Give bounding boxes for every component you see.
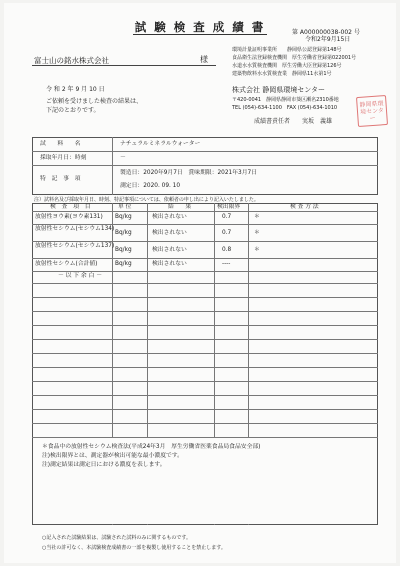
limit-note: 注)検出限界とは、測定器が検出可能な最小濃度です。 [42, 453, 183, 459]
report-date: 令 和 2 年 9 月 10 日 [46, 86, 105, 93]
sampling-date-value: － [120, 155, 126, 161]
company-address: 〒420-0041 静岡県静岡市葵区瀬名2310番地 [232, 97, 339, 103]
row-line [32, 367, 378, 368]
header-line [32, 211, 378, 212]
sample-name-value: ナチュラルミネラルウォーター [120, 141, 201, 147]
result-unit: Bq/kg [115, 261, 132, 267]
info-row-line [32, 151, 378, 152]
footer-note-2: ○当社の許可なく、本試験検査成績書の一部を複製し使用することを禁止します。 [42, 545, 226, 551]
document-title: 試 験 検 査 成 績 書 [134, 20, 266, 34]
result-value: 検出されない [152, 214, 187, 220]
responsible-person: 成績書責任者 実坂 義雄 [254, 118, 333, 125]
row-line [32, 395, 378, 396]
registration-4: 建築物飲料水水質検査業 静岡県11水第1号 [232, 71, 332, 77]
document-number: 第 A000000038-002 号 [292, 29, 360, 36]
result-value: 検出されない [152, 247, 187, 253]
intro-line-2: 下記のとおりです。 [46, 107, 100, 114]
recipient-underline [32, 65, 216, 66]
result-limit: 0.7 [222, 214, 232, 220]
row-line [32, 423, 378, 424]
row-line [32, 283, 378, 284]
issue-date: 令和2年9月15日 [305, 36, 351, 43]
result-item: 放射性ヨウ素(ヨウ素131) [35, 214, 103, 220]
info-note: 注）試料名及び採取年月日、時刻、特記事項については、依頼者の申し出により記入いたしました。 [34, 197, 259, 203]
company-seal-stamp: 静岡県環境センター [356, 95, 388, 127]
concentration-note: 注)測定結果は測定日における濃度を表します。 [42, 462, 166, 468]
result-unit: Bq/kg [115, 230, 132, 236]
registration-2: 食品衛生法登録検査機関 厚生労働省登録第022001号 [232, 55, 357, 61]
row-line [32, 241, 378, 242]
col-header-unit: 単 位 [118, 204, 132, 210]
intro-line-1: ご依頼を受けました検査の結果は、 [46, 98, 143, 105]
result-item: 放射性セシウム(セシウム134) [35, 226, 115, 232]
end-of-entries: － 以 下 余 白 － [58, 273, 102, 279]
row-line [32, 224, 378, 225]
row-line [32, 311, 378, 312]
row-line [32, 271, 378, 272]
manufacture-dates: 製造日：2020年9月7日 賞味期限：2021年3月7日 [120, 170, 258, 176]
special-notes-label: 特 記 事 項 [40, 176, 81, 182]
result-method: ＊ [254, 230, 260, 236]
col-header-method: 検 査 方 法 [290, 204, 319, 210]
recipient-name: 富士山の銘水株式会社 [34, 56, 109, 65]
row-line [32, 297, 378, 298]
result-limit: ---- [222, 261, 231, 267]
col-header-result: 結 果 [168, 204, 192, 210]
sample-info-divider [112, 137, 113, 195]
company-name: 株式会社 静岡県環境センター [232, 86, 325, 94]
result-item: 放射性セシウム(合計値) [35, 261, 98, 267]
result-method: ＊ [254, 247, 260, 253]
result-item: 放射性セシウム(セシウム137) [35, 243, 115, 249]
sampling-date-label: 採取年月日：時刻 [40, 155, 87, 161]
row-line [32, 409, 378, 410]
footer-note-1: ○記入された試験結果は、試験された試料のみに関するものです。 [42, 535, 191, 541]
row-line [32, 339, 378, 340]
col-header-item: 検 査 項 目 [50, 204, 91, 210]
result-limit: 0.8 [222, 247, 232, 253]
result-method: ＊ [254, 214, 260, 220]
result-value: 検出されない [152, 230, 187, 236]
result-value: 検出されない [152, 261, 187, 267]
row-line [32, 381, 378, 382]
col-header-limit: 検出限界 [217, 204, 241, 210]
result-unit: Bq/kg [115, 247, 132, 253]
registration-1: 環境計量証明事業所 静岡県公認登録第148号 [232, 47, 342, 53]
info-row-line [32, 165, 378, 166]
row-line [32, 258, 378, 259]
registration-3: 水道水水質検査機関 厚生労働大臣登録第126号 [232, 63, 342, 69]
result-limit: 0.7 [222, 230, 232, 236]
sample-info-table [32, 137, 378, 195]
row-line [32, 325, 378, 326]
row-line [32, 353, 378, 354]
recipient-honorific: 様 [200, 55, 208, 64]
measurement-date: 測定日：2020. 09. 10 [120, 183, 181, 189]
method-note: ＊食品中の放射性セシウム検査法(平成24年3月 厚生労働省医薬食品局食品安全部) [42, 444, 261, 450]
sample-name-label: 試 料 名 [40, 141, 81, 147]
company-phone: TEL (054)-634-1100 FAX (054)-634-1010 [232, 105, 338, 111]
result-unit: Bq/kg [115, 214, 132, 220]
